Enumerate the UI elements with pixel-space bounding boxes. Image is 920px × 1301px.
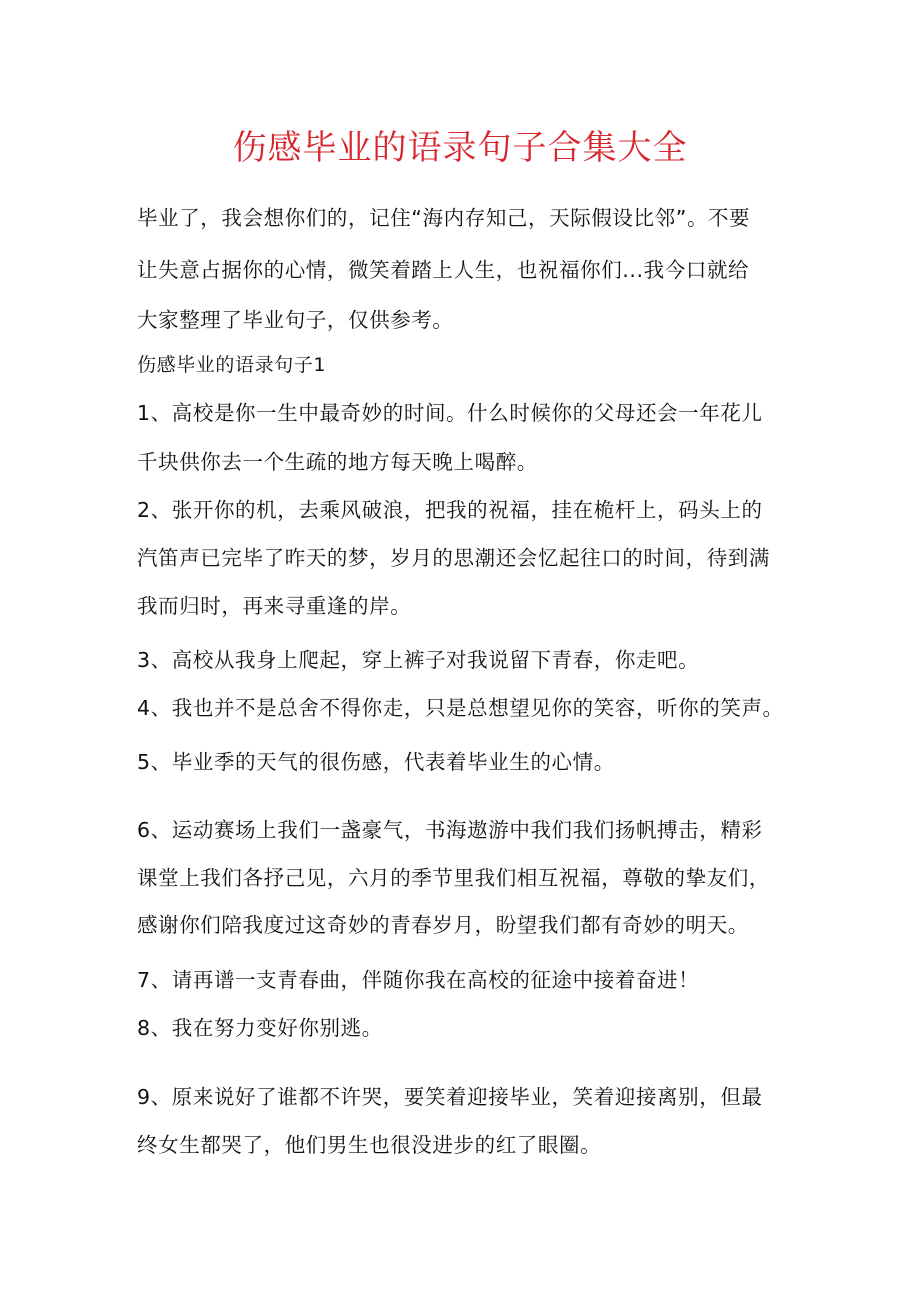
document-title: 伤感毕业的语录句子合集大全 (232, 128, 688, 168)
list-item-line: 我而归时，再来寻重逢的岸。 (137, 594, 412, 618)
list-item-line: 7、请再谱一支青春曲，伴随你我在高校的征途中接着奋进！ (137, 968, 700, 992)
list-item-line: 千块供你去一个生疏的地方每天晚上喝醉。 (137, 450, 538, 474)
list-item-line: 5、毕业季的天气的很伤感，代表着毕业生的心情。 (137, 750, 615, 774)
list-item-line: 汽笛声已完毕了昨天的梦，岁月的思潮还会忆起往口的时间，待到满 (137, 546, 770, 570)
list-item-line: 1、高校是你一生中最奇妙的时间。什么时候你的父母还会一年花儿 (137, 401, 763, 425)
list-item-line: 3、高校从我身上爬起，穿上裤子对我说留下青春，你走吧。 (137, 648, 700, 672)
list-item-line: 9、原来说好了谁都不许哭，要笑着迎接毕业，笑着迎接离别，但最 (137, 1085, 763, 1109)
intro-line: 毕业了，我会想你们的，记住“海内存知己，天际假设比邻”。不要 (137, 206, 751, 230)
list-item-line: 感谢你们陪我度过这奇妙的青春岁月，盼望我们都有奇妙的明天。 (137, 913, 749, 937)
list-item-line: 终女生都哭了，他们男生也很没进步的红了眼圈。 (137, 1133, 602, 1157)
intro-line: 大家整理了毕业句子，仅供参考。 (137, 308, 454, 332)
list-item-line: 课堂上我们各抒己见，六月的季节里我们相互祝福，尊敬的挚友们， (137, 866, 770, 890)
list-item-line: 6、运动赛场上我们一盏豪气，书海遨游中我们我们扬帆搏击，精彩 (137, 818, 763, 842)
list-item-line: 2、张开你的机，去乘风破浪，把我的祝福，挂在桅杆上，码头上的 (137, 498, 763, 522)
list-item-line: 8、我在努力变好你别逃。 (137, 1016, 383, 1040)
section-heading: 伤感毕业的语录句子1 (137, 354, 327, 376)
list-item-line: 4、我也并不是总舍不得你走，只是总想望见你的笑容，听你的笑声。 (137, 696, 784, 720)
intro-line: 让失意占据你的心情，微笑着踏上人生，也祝福你们...我今口就给 (137, 258, 750, 282)
